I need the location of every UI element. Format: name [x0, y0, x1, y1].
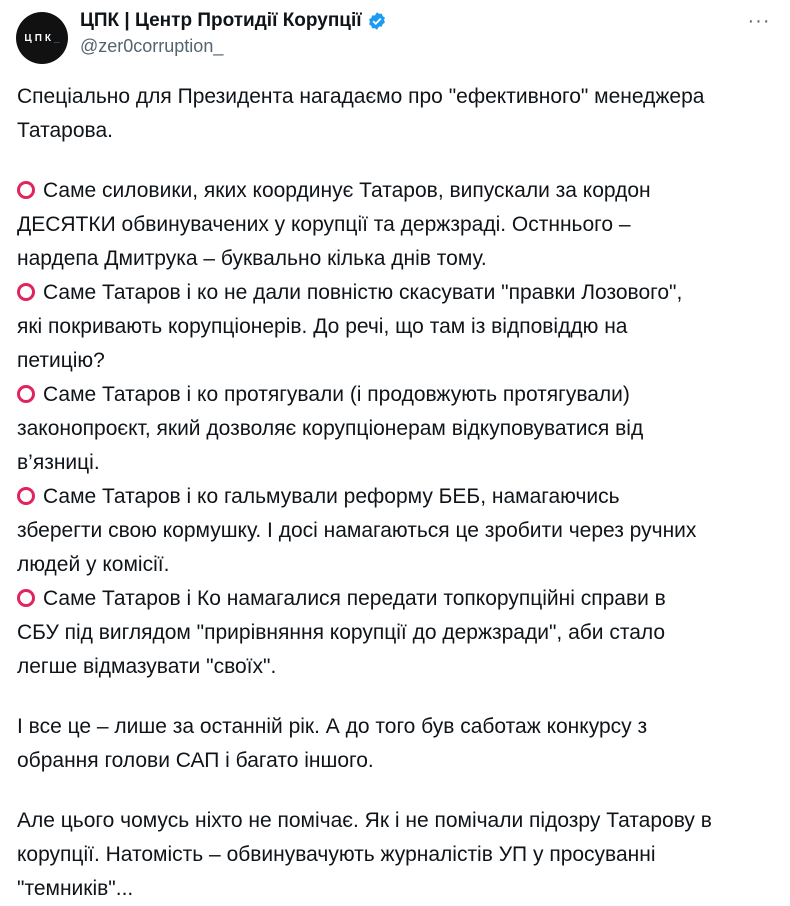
red-circle-icon [17, 181, 35, 199]
bullet-item [17, 582, 712, 616]
bullet-text: Саме Татаров і Ко намагалися передати топкорупційні справи в [43, 587, 666, 610]
red-circle-icon [17, 385, 35, 403]
bullet-item [17, 378, 712, 412]
red-circle-icon [17, 589, 35, 607]
bullet-text: легше відмазувати "своїх". [17, 655, 277, 678]
bullet-text: ДЕСЯТКИ обвинувачених у корупції та держзраді. Остннього – [17, 213, 631, 236]
paragraph-conclusion [17, 804, 712, 906]
bullet-list [17, 174, 712, 684]
author-name-row[interactable] [80, 10, 387, 32]
avatar[interactable]: ЦПК _ [16, 12, 68, 64]
bullet-text: Саме Татаров і ко гальмували реформу БЕБ, намагаючись [43, 485, 620, 508]
text-line: І все це – лише за останній рік. А до того був саботаж конкурсу з [17, 715, 648, 738]
text-line: Але цього чомусь ніхто не помічає. Як і не помічали підозру Татарову в [17, 809, 712, 832]
bullet-text: Саме Татаров і ко не дали повністю скасувати "правки Лозового", [43, 281, 683, 304]
bullet-item [17, 276, 712, 310]
text-line: корупції. Натомість – обвинувачують журналістів УП у просуванні [17, 843, 656, 866]
text-line [17, 242, 712, 276]
author-name[interactable]: ЦПК | Центр Протидії Корупції [80, 10, 362, 31]
bullet-text: людей у комісії. [17, 553, 170, 576]
text-line: обрання голови САП і багато іншого. [17, 749, 374, 772]
bullet-item [17, 480, 712, 514]
paragraph-summary [17, 710, 712, 778]
text-line [17, 616, 712, 650]
bullet-text: зберегти свою кормушку. І досі намагаються це зробити через ручних [17, 519, 697, 542]
text-line [17, 650, 712, 684]
bullet-text: СБУ під виглядом "прирівняння корупції до держзради", аби стало [17, 621, 666, 644]
text-line [17, 412, 712, 446]
text-line: Татарова. [17, 119, 113, 142]
tweet-text [17, 80, 712, 906]
text-line [17, 310, 712, 344]
text-line [17, 208, 712, 242]
avatar-logo-text: ЦПК [24, 32, 55, 44]
bullet-text: нардепа Дмитрука – буквально кілька днів тому. [17, 247, 487, 270]
text-line [17, 446, 712, 480]
bullet-text: законопроєкт, який дозволяє корупціонерам відкуповуватися від [17, 417, 644, 440]
text-line: "темників"... [17, 877, 134, 900]
bullet-item [17, 174, 712, 208]
verified-badge-icon [367, 11, 387, 31]
bullet-text: які покривають корупціонерів. До речі, що там із відповіддю на [17, 315, 628, 338]
red-circle-icon [17, 487, 35, 505]
bullet-text: Саме силовики, яких координує Татаров, випускали за кордон [43, 179, 651, 202]
text-line [17, 548, 712, 582]
paragraph-intro [17, 80, 712, 148]
text-line [17, 344, 712, 378]
bullet-text: Саме Татаров і ко протягували (і продовжують протягували) [43, 383, 630, 406]
bullet-text: в’язниці. [17, 451, 100, 474]
more-horizontal-icon[interactable]: ··· [747, 9, 771, 32]
text-line: Спеціально для Президента нагадаємо про "ефективного" менеджера [17, 85, 705, 108]
bullet-text: петицію? [17, 349, 105, 372]
author-handle[interactable]: @zer0corruption_ [80, 36, 224, 56]
red-circle-icon [17, 283, 35, 301]
text-line [17, 514, 712, 548]
